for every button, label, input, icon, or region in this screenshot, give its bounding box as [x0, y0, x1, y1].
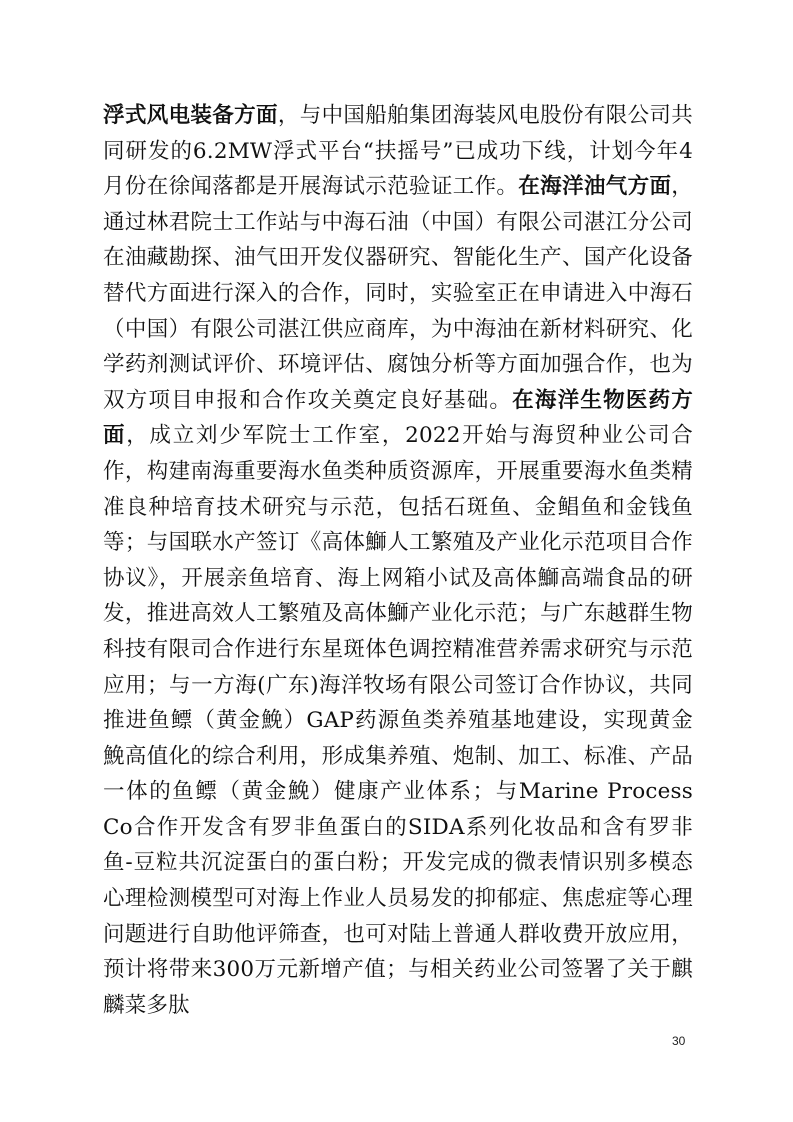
paragraph-text-floating-wind: ，与中国船舶集团海装风电股份有限公司共同研发的6.2MW浮式平台“扶摇号”已成功下线，计划今年4月份在徐闻落都是开展海试示范验证工作。	[103, 103, 693, 200]
paragraph-text-biomedicine: ，成立刘少军院士工作室，2022开始与海贸种业公司合作，构建南海重要海水鱼类种质资源库，开展重要海水鱼类精准良种培育技术研究与示范，包括石斑鱼、金鲳鱼和金钱鱼等；与国联水产签订《高体鰤人工繁殖及产业化示范项目合作协议》，开展亲鱼培育、海上网箱小试及高体鰤高端食品的研发，推进高效人工繁殖及高体鰤产业化示范；与广东越群生物科技有限司合作进行东星斑体色调控精准营养需求研究与示范应用；与一方海(广东)海洋牧场有限公司签订合作协议，共同推进鱼鳔（黄金鮸）GAP药源鱼类养殖基地建设，实现黄金鮸高值化的综合利用，形成集养殖、炮制、加工、标准、产品一体的鱼鳔（黄金鮸）健康产业体系；与Marine Process Co合作开发含有罗非鱼蛋白的SIDA系列化妆品和含有罗非鱼-豆粒共沉淀蛋白的蛋白粉；开发完成的微表情识别多模态心理检测模型可对海上作业人员易发的抑郁症、焦虑症等心理问题进行自助他评筛查，也可对陆上普通人群收费开放应用，预计将带来300万元新增产值；与相关药业公司签署了关于麒麟菜多肽	[103, 423, 694, 1018]
page-number: 30	[672, 1034, 686, 1048]
paragraph-text-oil-gas: ，通过林君院士工作站与中海石油（中国）有限公司湛江分公司在油藏勘探、油气田开发仪器研究、智能化生产、国产化设备替代方面进行深入的合作，同时，实验室正在申请进入中海石（中国）有限公司湛江供应商库，为中海油在新材料研究、化学药剂测试评价、环境评估、腐蚀分析等方面加强合作，也为双方项目申报和合作攻关奠定良好基础。	[103, 174, 693, 413]
document-body	[103, 98, 693, 1023]
section-heading-biomedicine: 在海洋生物医药方面	[103, 387, 693, 449]
section-heading-floating-wind: 浮式风电装备方面	[103, 103, 278, 128]
body-paragraph	[103, 98, 693, 1023]
section-heading-oil-gas: 在海洋油气方面	[518, 174, 672, 200]
